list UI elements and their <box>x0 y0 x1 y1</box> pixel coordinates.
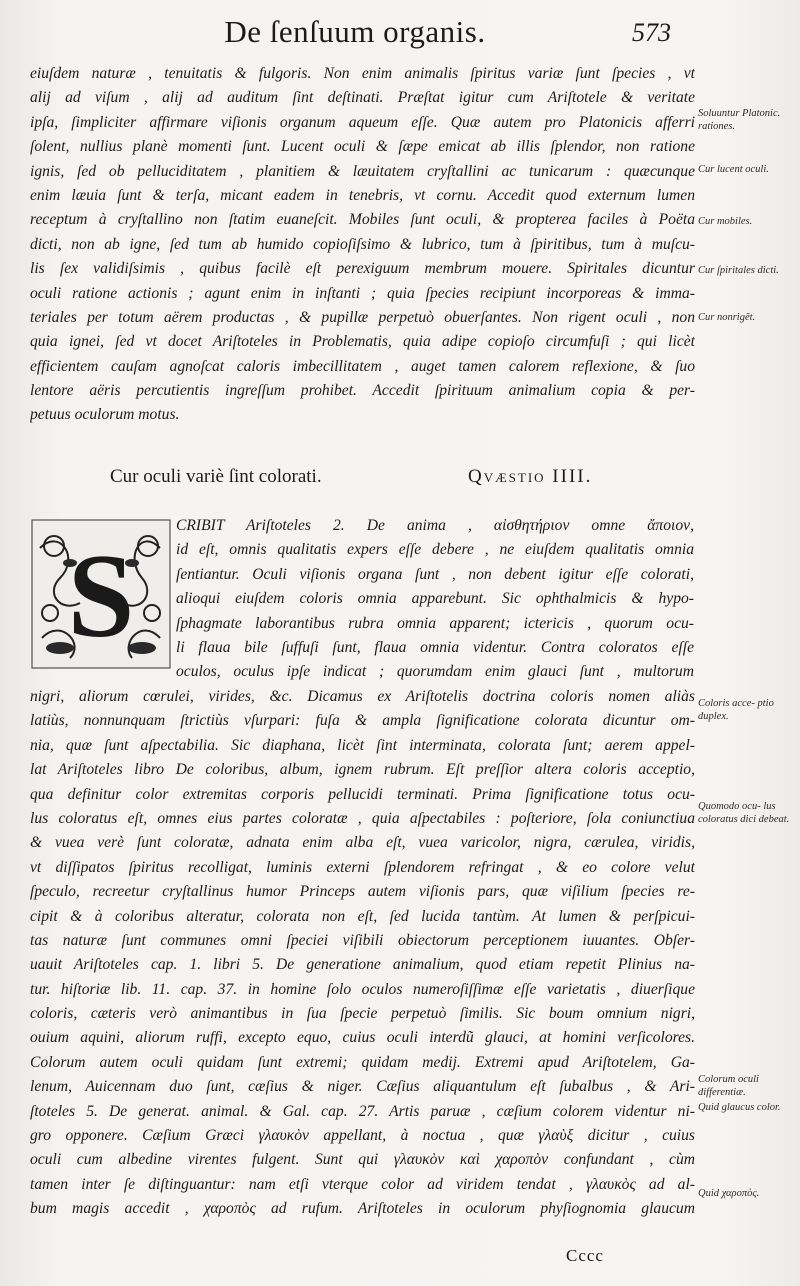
text-line: oculos, oculus ipſe indicat ; quorumdam enim glauci ſunt , multorum <box>176 663 694 681</box>
margin-note: Coloris acce- ptio duplex. <box>698 698 774 722</box>
text-line: tur. hiſtoriæ lib. 11. cap. 37. in homine ſolo oculos numeroſiſſimæ eſſe varietatis , diuerſique <box>30 980 695 998</box>
text-line: ſolent, nullius planè momenti ſunt. Lucent oculi & ſæpe emicat ab illis ſplendor, non ratione <box>30 138 695 156</box>
text-line: ſtoteles 5. De generat. animal. & Gal. cap. 27. Artis paruæ , cæſium colorem videntur ni- <box>30 1102 695 1120</box>
text-line: CRIBIT Ariſtoteles 2. De anima , αἰσθητήριον omne ἄποιον, <box>176 517 694 534</box>
text-line: nigri, aliorum cœrulei, virides, &c. Dicamus ex Ariſtotelis doctrina coloris nomen aliàs <box>30 688 695 705</box>
text-line: ignis, ſed ob pelluciditatem , planitiem & læuitatem cryſtallini ac tunicarum : quæcunque <box>30 162 695 180</box>
text-line: ipſa, ſimpliciter affirmare viſionis organum aqueum eſſe. Quæ autem pro Platonicis afferri <box>30 113 695 131</box>
margin-note: Quid χαροπὸς. <box>698 1188 760 1199</box>
text-line: li flaua bile ſuffuſi ſunt, flaua omnia videntur. Contra coloratos eſſe <box>176 638 694 656</box>
text-line: latiùs, nonnunquam ſtrictiùs vſurpari: fuſa & ampla ſignificatione colorata dicuntur om- <box>30 712 695 730</box>
text-line: ſpeculo, recreetur cryſtallinus humor Princeps autem viſionis pars, quæ viſilium ſpecies re- <box>30 883 695 901</box>
margin-note: Cur mobiles. <box>698 216 753 227</box>
paragraph-two <box>30 685 695 1222</box>
text-line: ſphagmate laborantibus rubra omnia apparent; ictericis , quorum ocu- <box>176 614 694 632</box>
margin-note: Quomodo ocu- lus coloratus dici debeat. <box>698 801 790 825</box>
text-line: oculi ratione actionis ; agunt enim in inſtanti ; quia ſpecies recipiunt incorporeas & imma- <box>30 284 695 302</box>
text-line: id eſt, omnis qualitatis expers eſſe debere , ne eiuſdem qualitatis omnia <box>176 541 694 559</box>
text-line: tas naturæ ſunt communes omni ſpeciei viſibili obiectorum perceptionem iuuantes. Obſer- <box>30 931 695 949</box>
text-line: & vuea verè ſunt coloratæ, adnata enim alba eſt, vuea varicolor, nigra, cærulea, viridis, <box>30 834 695 852</box>
text-line: vt diſſipatos ſpiritus recolligat, luminis externi ſplendorem refringat , & eo colore velut <box>30 858 695 876</box>
decorated-initial-s <box>30 518 172 670</box>
text-line: gro opponere. Cæſium Græci γλαυκὸν appellant, à noctua , quæ γλαὺξ dicitur , cuius <box>30 1127 695 1145</box>
page-number: 573 <box>632 18 671 47</box>
ornament-icon <box>30 518 172 670</box>
text-line: teriales per totum aërem productas , & pupillæ perpetuò obuerſantes. Non rigent oculi , non <box>30 308 695 326</box>
margin-note: Quid glaucus color. <box>698 1102 781 1113</box>
margin-note: Colorum oculi differentiæ. <box>698 1074 759 1098</box>
text-line: oculi cum albedine virentes fulgent. Sunt qui γλαυκὸν καὶ χαροπὸν confundant , cùm <box>30 1151 695 1169</box>
text-line: quia ignei, ſed vt docet Ariſtoteles in Problematis, quia adipe copioſo circumfuſi ; qui licèt <box>30 333 695 351</box>
margin-note: Cur lucent oculi. <box>698 164 769 175</box>
question-title: Cur oculi variè ſint colorati. <box>110 466 322 487</box>
text-line: lenum, Auicennam duo ſunt, cæſius & niger. Cæſius aliquantulum eſt ſubalbus , & Ari- <box>30 1078 695 1096</box>
margin-note: Cur nonrigẽt. <box>698 312 756 323</box>
text-line: coloris, cæteris verò animantibus in ſua ſpecie perpetuò ſimilis. Sic boum omnium nigri, <box>30 1005 695 1023</box>
text-line: cipit & à coloribus alteratur, colorata non eſt, ſed lucida tantùm. At lumen & perſpicui- <box>30 907 695 925</box>
initial-letter: S <box>67 529 135 662</box>
catchword: Cccc <box>566 1246 604 1265</box>
text-line: alij ad viſum , alij ad auditum ſint deſtinati. Præſtat igitur cum Ariſtotele & veritate <box>30 89 695 107</box>
text-line: eiuſdem naturæ , tenuitatis & fulgoris. Non enim animalis ſpiritus variæ ſunt ſpecies , vt <box>30 65 695 82</box>
text-line: ſentiantur. Oculi viſionis organa ſunt , non debent igitur eſſe colorati, <box>176 565 694 583</box>
running-head <box>0 14 800 58</box>
text-line: uauit Ariſtoteles cap. 1. libri 5. De generatione animalium, quod etiam repetit Plinius na- <box>30 956 695 974</box>
paragraph-one <box>30 62 695 428</box>
text-line: receptum à cryſtallino non ſtatim euaneſcit. Mobiles ſunt oculi, & propterea faciles à Poëta <box>30 211 695 229</box>
text-line: tamen inter ſe diſtinguantur: nam etſi vterque color ad viridem tendat , γλαυκὸς ad al- <box>30 1175 695 1193</box>
text-line: lus coloratus eſt, omnes eius partes coloratæ , quia aſpectabiles : poſteriore, ſola coniunctiua <box>30 809 695 827</box>
text-line: lis ſex validiſsimis , quibus facilè eſt perexiguum membrum mouere. Spiritales dicuntur <box>30 260 695 278</box>
question-heading <box>110 466 650 494</box>
text-line: alioqui eiuſdem coloris omnia apparebunt. Sic ophthalmicis & hypo- <box>176 590 694 608</box>
text-line: ouium aquini, aliorum ruffi, excepto equo, cuius oculi interdũ glauci, at homini verſicolores. <box>30 1029 695 1047</box>
text-line: enim læuia ſunt & terſa, micant eadem in tenebris, vt cornu. Accedit quod externum lumen <box>30 186 695 204</box>
question-label: Qvæstio IIII. <box>468 466 593 487</box>
margin-note: Cur ſpiritales dicti. <box>698 265 779 276</box>
text-line: bum magis accedit , χαροπὸς ad rufum. Ariſtoteles in oculorum phyſiognomia glaucum <box>30 1200 695 1218</box>
paragraph-two-opening <box>176 514 694 685</box>
running-title: De ſenſuum organis. <box>224 14 486 49</box>
margin-note: Soluuntur Platonic. rationes. <box>698 108 781 132</box>
text-line: nia, quæ ſunt aſpectabilia. Sic diaphana, licèt ſint interminata, colorata ſunt; aerem appel- <box>30 736 695 754</box>
text-line: Colorum autem oculi quidam ſunt extremi; quidam medij. Extremi apud Ariſtotelem, Ga- <box>30 1053 695 1071</box>
text-line: qua definitur color extremitas corporis pellucidi terminati. Prima ſignificatione totus ocu- <box>30 785 695 803</box>
text-line: lentore aëris percutientis ingreſſum prohibet. Accedit ſpirituum animalium copia & per- <box>30 382 695 400</box>
text-line: petuus oculorum motus. <box>30 406 180 424</box>
text-line: lat Ariſtoteles libro De coloribus, album, ignem rubrum. Eſt preſſior altera coloris acceptio, <box>30 761 695 779</box>
text-line: dicti, non ab igne, ſed tum ab humido copioſiſsimo & lubrico, tum à ſpiritibus, tum à muſcu- <box>30 235 695 253</box>
text-line: efficientem cauſam agnoſcat caloris imbecillitatem , auget tamen calorem reflexione, & ſuo <box>30 357 695 375</box>
